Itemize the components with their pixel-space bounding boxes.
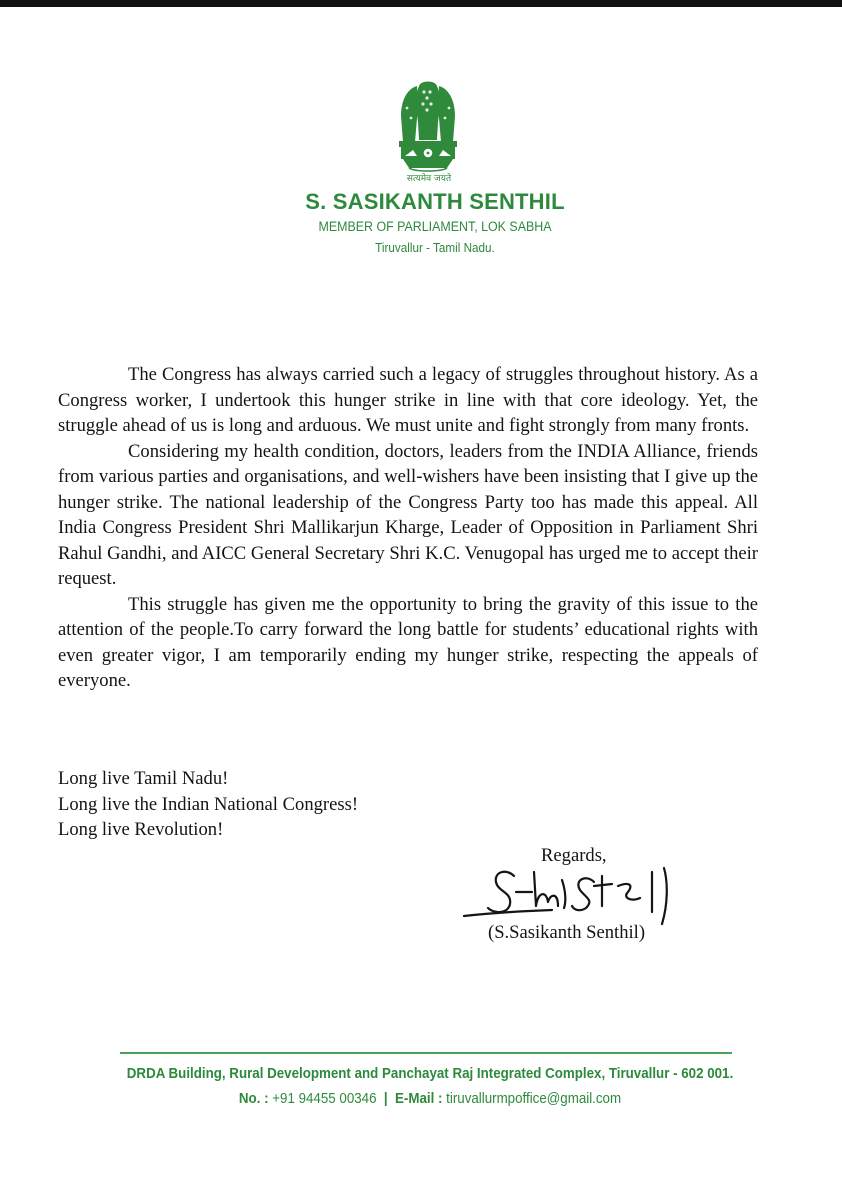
national-emblem-icon bbox=[395, 78, 461, 178]
body-paragraph: Considering my health condition, doctors, leaders from the INDIA Alliance, friends from various parties and organisations, and well-wishers have been insisting that I give up the hunger strike. The national leadership of the Congress Party too has made this appeal. All India Congress President Shri Mallikarjun Kharge, Leader of Opposition in Parliament Shri Rahul Gandhi, and AICC General Secretary Shri K.C. Venugopal has urged me to accept their request. bbox=[58, 440, 758, 589]
slogan-line: Long live Revolution! bbox=[58, 819, 224, 840]
closing-slogans bbox=[58, 766, 558, 843]
phone-label: No. : bbox=[238, 1091, 269, 1107]
letterhead-name: S. SASIKANTH SENTHIL bbox=[305, 189, 565, 214]
email-label: E-Mail : bbox=[395, 1091, 443, 1107]
letterhead-title: MEMBER OF PARLIAMENT, LOK SABHA bbox=[318, 219, 552, 234]
signer-name: (S.Sasikanth Senthil) bbox=[488, 922, 646, 943]
email-address: tiruvallurmpoffice@gmail.com bbox=[446, 1091, 622, 1107]
footer-address: DRDA Building, Rural Development and Panchayat Raj Integrated Complex, Tiruvallur - 602 001. bbox=[126, 1066, 734, 1082]
footer-divider bbox=[120, 1052, 732, 1054]
contact-separator: | bbox=[383, 1091, 388, 1107]
top-border-bar bbox=[0, 0, 842, 7]
letterhead-constituency: Tiruvallur - Tamil Nadu. bbox=[375, 240, 495, 255]
emblem-motto: सत्यमेव जयते bbox=[406, 174, 452, 184]
footer-contact bbox=[191, 1091, 669, 1107]
letter-body bbox=[58, 362, 758, 694]
body-paragraph: The Congress has always carried such a legacy of struggles throughout history. As a Congress worker, I undertook this hunger strike in line with that core ideology. Yet, the struggle ahead of us is long and arduous. We must unite and fight strongly from many fronts. bbox=[58, 364, 758, 436]
slogan-line: Long live the Indian National Congress! bbox=[58, 793, 359, 815]
phone-number: +91 94455 00346 bbox=[272, 1091, 377, 1107]
regards-text: Regards, bbox=[541, 845, 607, 866]
slogan-line: Long live Tamil Nadu! bbox=[58, 768, 229, 789]
body-paragraph: This struggle has given me the opportunity to bring the gravity of this issue to the attention of the people.To carry forward the long battle for students’ educational rights with even greater vigor, I am temporarily ending my hunger strike, respecting the appeals of everyone. bbox=[58, 593, 758, 691]
